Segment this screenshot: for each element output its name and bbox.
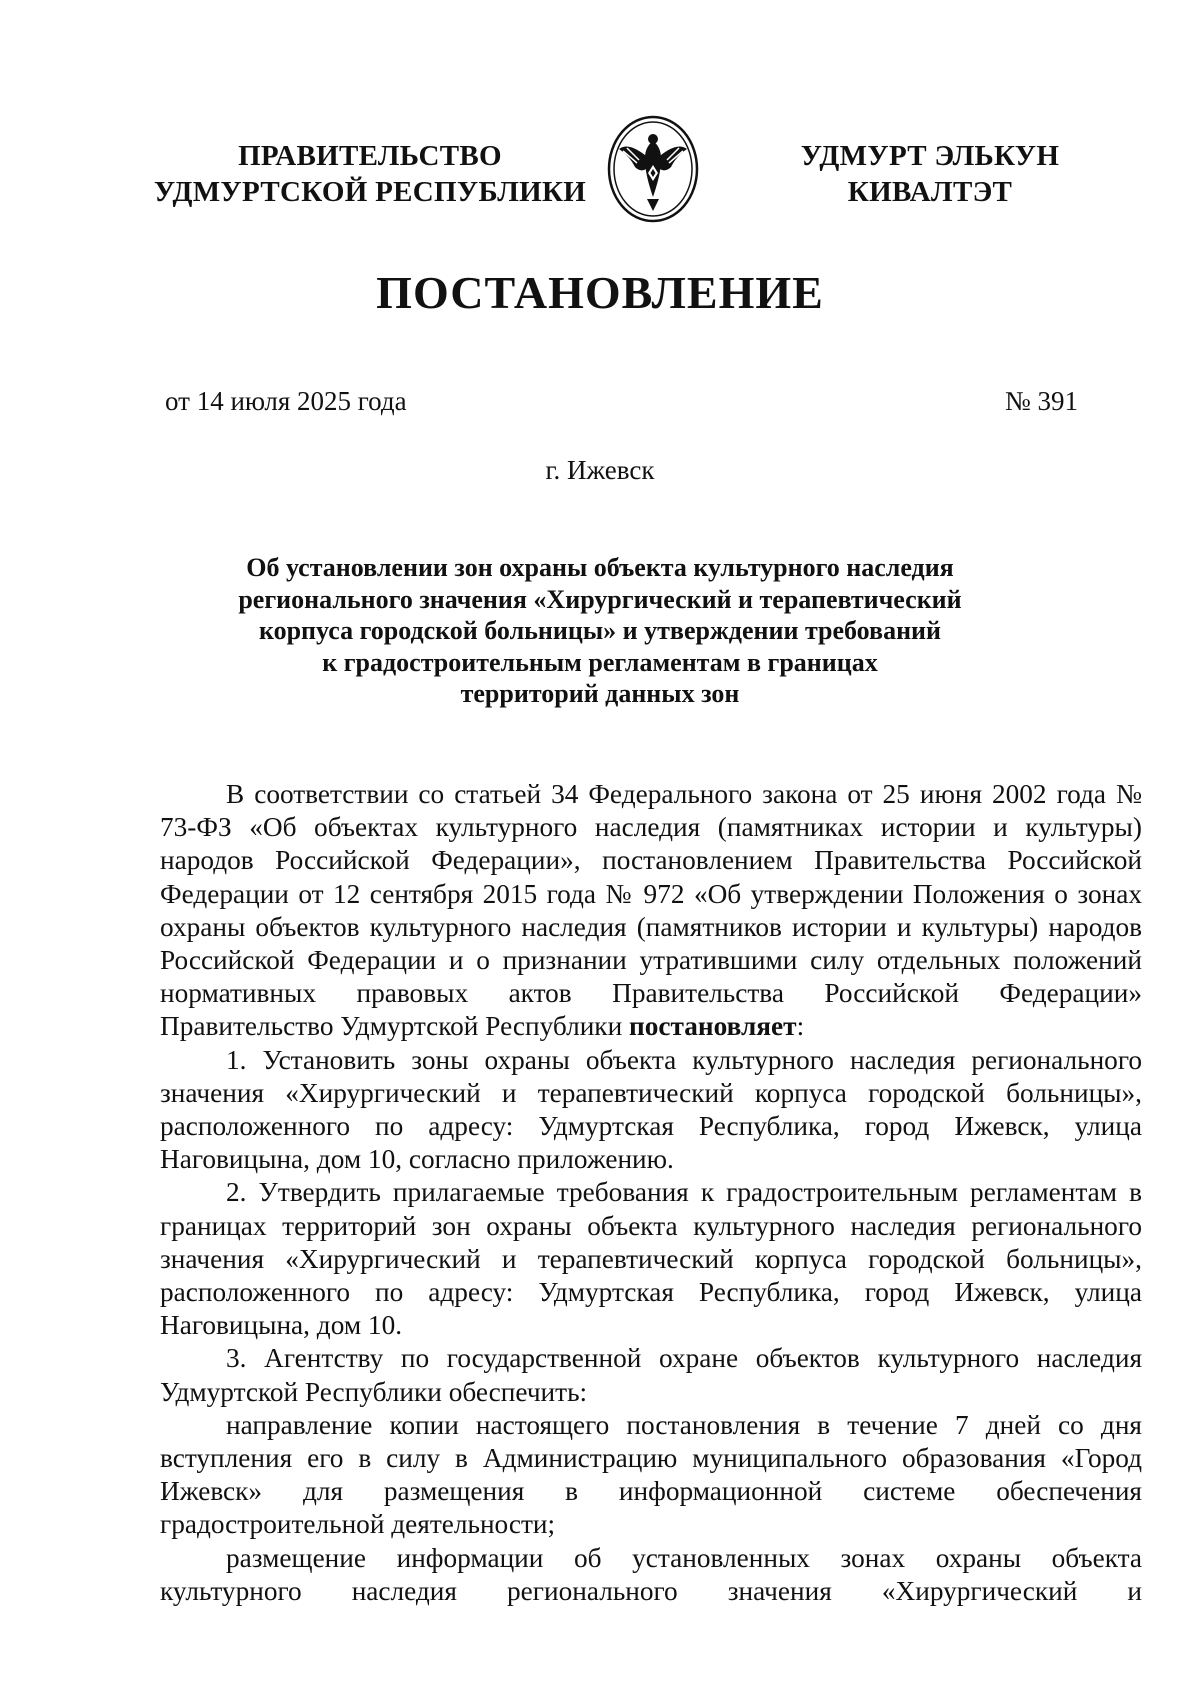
item-3-paragraph: 3. Агентству по государственной охране объектов культурного наследия Удмуртской Республики обеспечить: [160,1343,1142,1407]
subject-line-1: Об установлении зон охраны объекта культурного наследия [246,553,954,582]
item-2-paragraph: 2. Утвердить прилагаемые требования к градостроительным регламентам в границах территорий зон охраны объекта культурного наследия регионального значения «Хирургический и терапевтический корпуса городской больницы», расположенного по адресу: Удмуртская Республика, город Ижевск, улица Наговицына, дом 10. [160,1177,1142,1341]
subject-line-2: регионального значения «Хирургический и терапевтический [238,584,962,614]
udmurtia-coat-of-arms-icon [607,115,699,223]
document-city: г. Ижевск [545,455,655,485]
header-left-line-2: УДМУРТСКОЙ РЕСПУБЛИКИ [153,176,587,208]
subject-line-3: корпуса городской больницы» и утверждении требований [258,616,942,645]
item-3-subitem-2: размещение информации об установленных зонах охраны объекта культурного наследия регионального значения «Хирургический и [160,1542,1142,1606]
header-right-line-1: УДМУРТ ЭЛЬКУН [800,140,1060,172]
government-name-udmurt [780,138,1080,210]
government-name-russian [150,138,590,210]
document-number: № 391 [1004,386,1078,416]
header-left-line-1: ПРАВИТЕЛЬСТВО [238,140,502,172]
subject-line-5: территорий данных зон [460,679,740,708]
subject-line-4: к градостроительным регламентам в границах [322,647,878,677]
document-title: ПОСТАНОВЛЕНИЕ [376,267,824,318]
preamble-text: В соответствии со статьей 34 Федерального закона от 25 июня 2002 года № 73-ФЗ «Об объектах культурного наследия (памятниках истории и культуры) народов Российской Федерации», постановлением Правительства Российской Федерации от 12 сентября 2015 года № 972 «Об утверждении Положения о зонах охраны объектов культурного наследия (памятников истории и культуры) народов Российской Федерации и о признании утратившими силу отдельных положений нормативных правовых актов Правительства Российской Федерации» Правительство Удмуртской Республики [160,779,1142,1042]
document-subject [200,552,1000,710]
item-1-paragraph: 1. Установить зоны охраны объекта культурного наследия регионального значения «Хирургический и терапевтический корпуса городской больницы», расположенного по адресу: Удмуртская Республика, город Ижевск, улица Наговицына, дом 10, согласно приложению. [160,1044,1142,1175]
document-body [160,778,1142,1608]
document-date: от 14 июля 2025 года [165,386,407,416]
preamble-decision-word: постановляет [629,1011,797,1042]
preamble-paragraph [160,778,1142,1044]
preamble-colon: : [796,1011,805,1042]
header-right-line-2: КИВАЛТЭТ [847,176,1013,208]
item-3-subitem-1: направление копии настоящего постановления в течение 7 дней со дня вступления его в силу в Администрацию муниципального образования «Город Ижевск» для размещения в информационной системе обеспечения градостроительной деятельности; [160,1409,1142,1540]
